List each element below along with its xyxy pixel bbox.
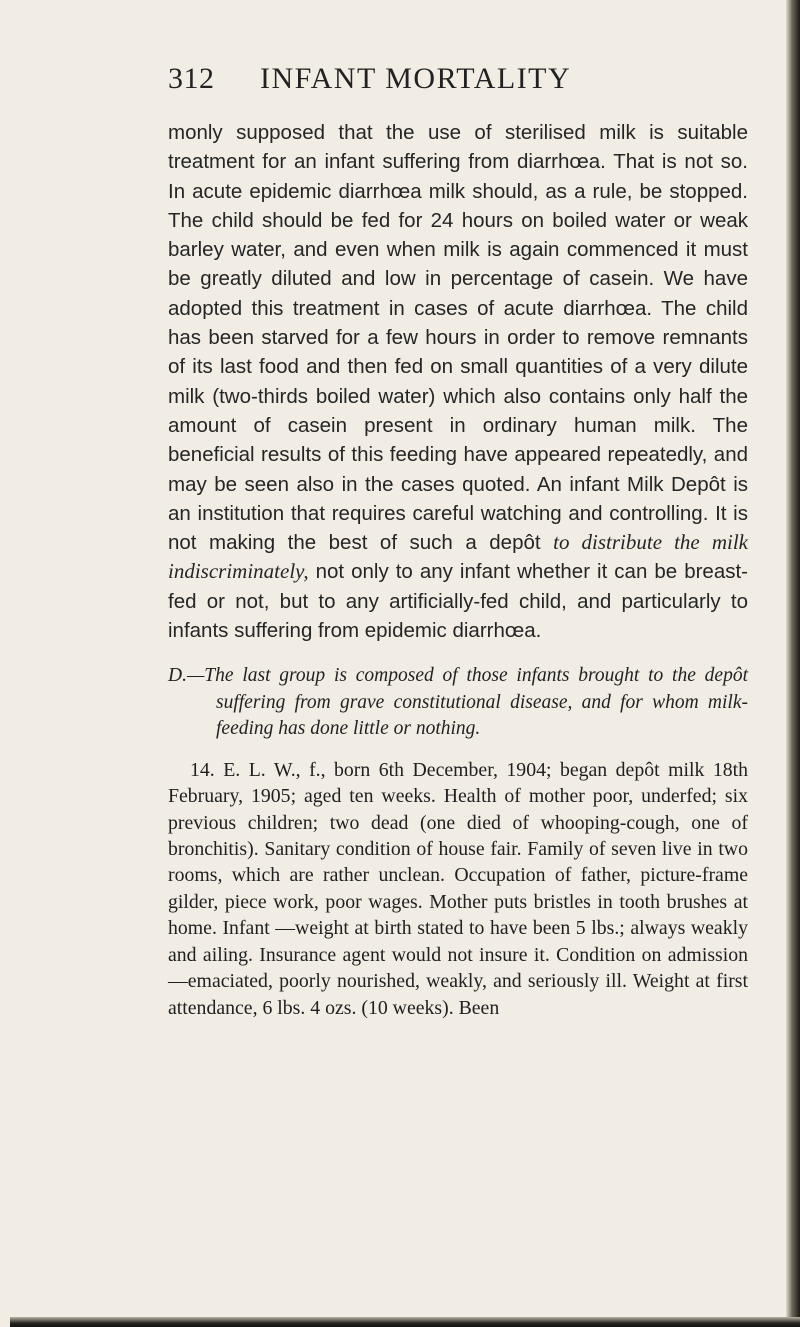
running-head: INFANT MORTALITY [260,62,572,95]
section-d-heading [168,663,748,743]
section-d-text: —The last group is composed of those infants brought to the depôt suffering from grave constitutional disease, and for whom milk-feeding has done little or nothing. [186,665,748,740]
page-header [168,62,638,102]
paragraph-italic-phrase: to distribute the milk indiscriminately, [168,530,748,584]
page-edge-shadow [786,0,800,1327]
page-number: 312 [168,62,215,95]
bottom-edge-shadow [10,1317,800,1327]
paragraph-text-part1: monly supposed that the use of sterilised milk is suitable treatment for an infant suffering from diarrhœa. That is not so. In acute epidemic diarrhœa milk should, as a rule, be stopped. The child should be fed for 24 hours on boiled water or weak barley water, and even when milk is again commenced it must be greatly diluted and low in percentage of casein. We have adopted this treatment in cases of acute diarrhœa. The child has been starved for a few hours in order to remove remnants of its last food and then fed on small quantities of a very dilute milk (two-thirds boiled water) which also contains only half the amount of casein present in ordinary human milk. The beneficial results of this feeding have appeared repeatedly, and may be seen also in the cases quoted. An infant Milk Depôt is an institution that requires careful watching and controlling. It is not making the best of such a depôt [168,121,748,555]
case-14-record: 14. E. L. W., f., born 6th December, 1904; began depôt milk 18th February, 1905; aged ten weeks. Health of mother poor, underfed; six previous children; two dead (one died of whooping-cough, one of bronchitis). Sanitary condition of house fair. Family of seven live in two rooms, which are rather unclean. Occupation of father, picture-frame gilder, piece work, poor wages. Mother puts bristles in tooth brushes at home. Infant —weight at birth stated to have been 5 lbs.; always weakly and ailing. Insurance agent would not insure it. Condition on admission—emaciated, poorly nourished, weakly, and seriously ill. Weight at first attendance, 6 lbs. 4 ozs. (10 weeks). Been [168,758,748,1019]
page-body [168,118,748,1021]
section-d-label: D. [168,665,187,687]
paragraph-milk-treatment [168,118,748,645]
paragraph-text-part2: not only to any infant whether it can be breast-fed or not, but to any artificially-fed child, and particularly to infants suffering from epidemic diarrhœa. [168,560,748,643]
